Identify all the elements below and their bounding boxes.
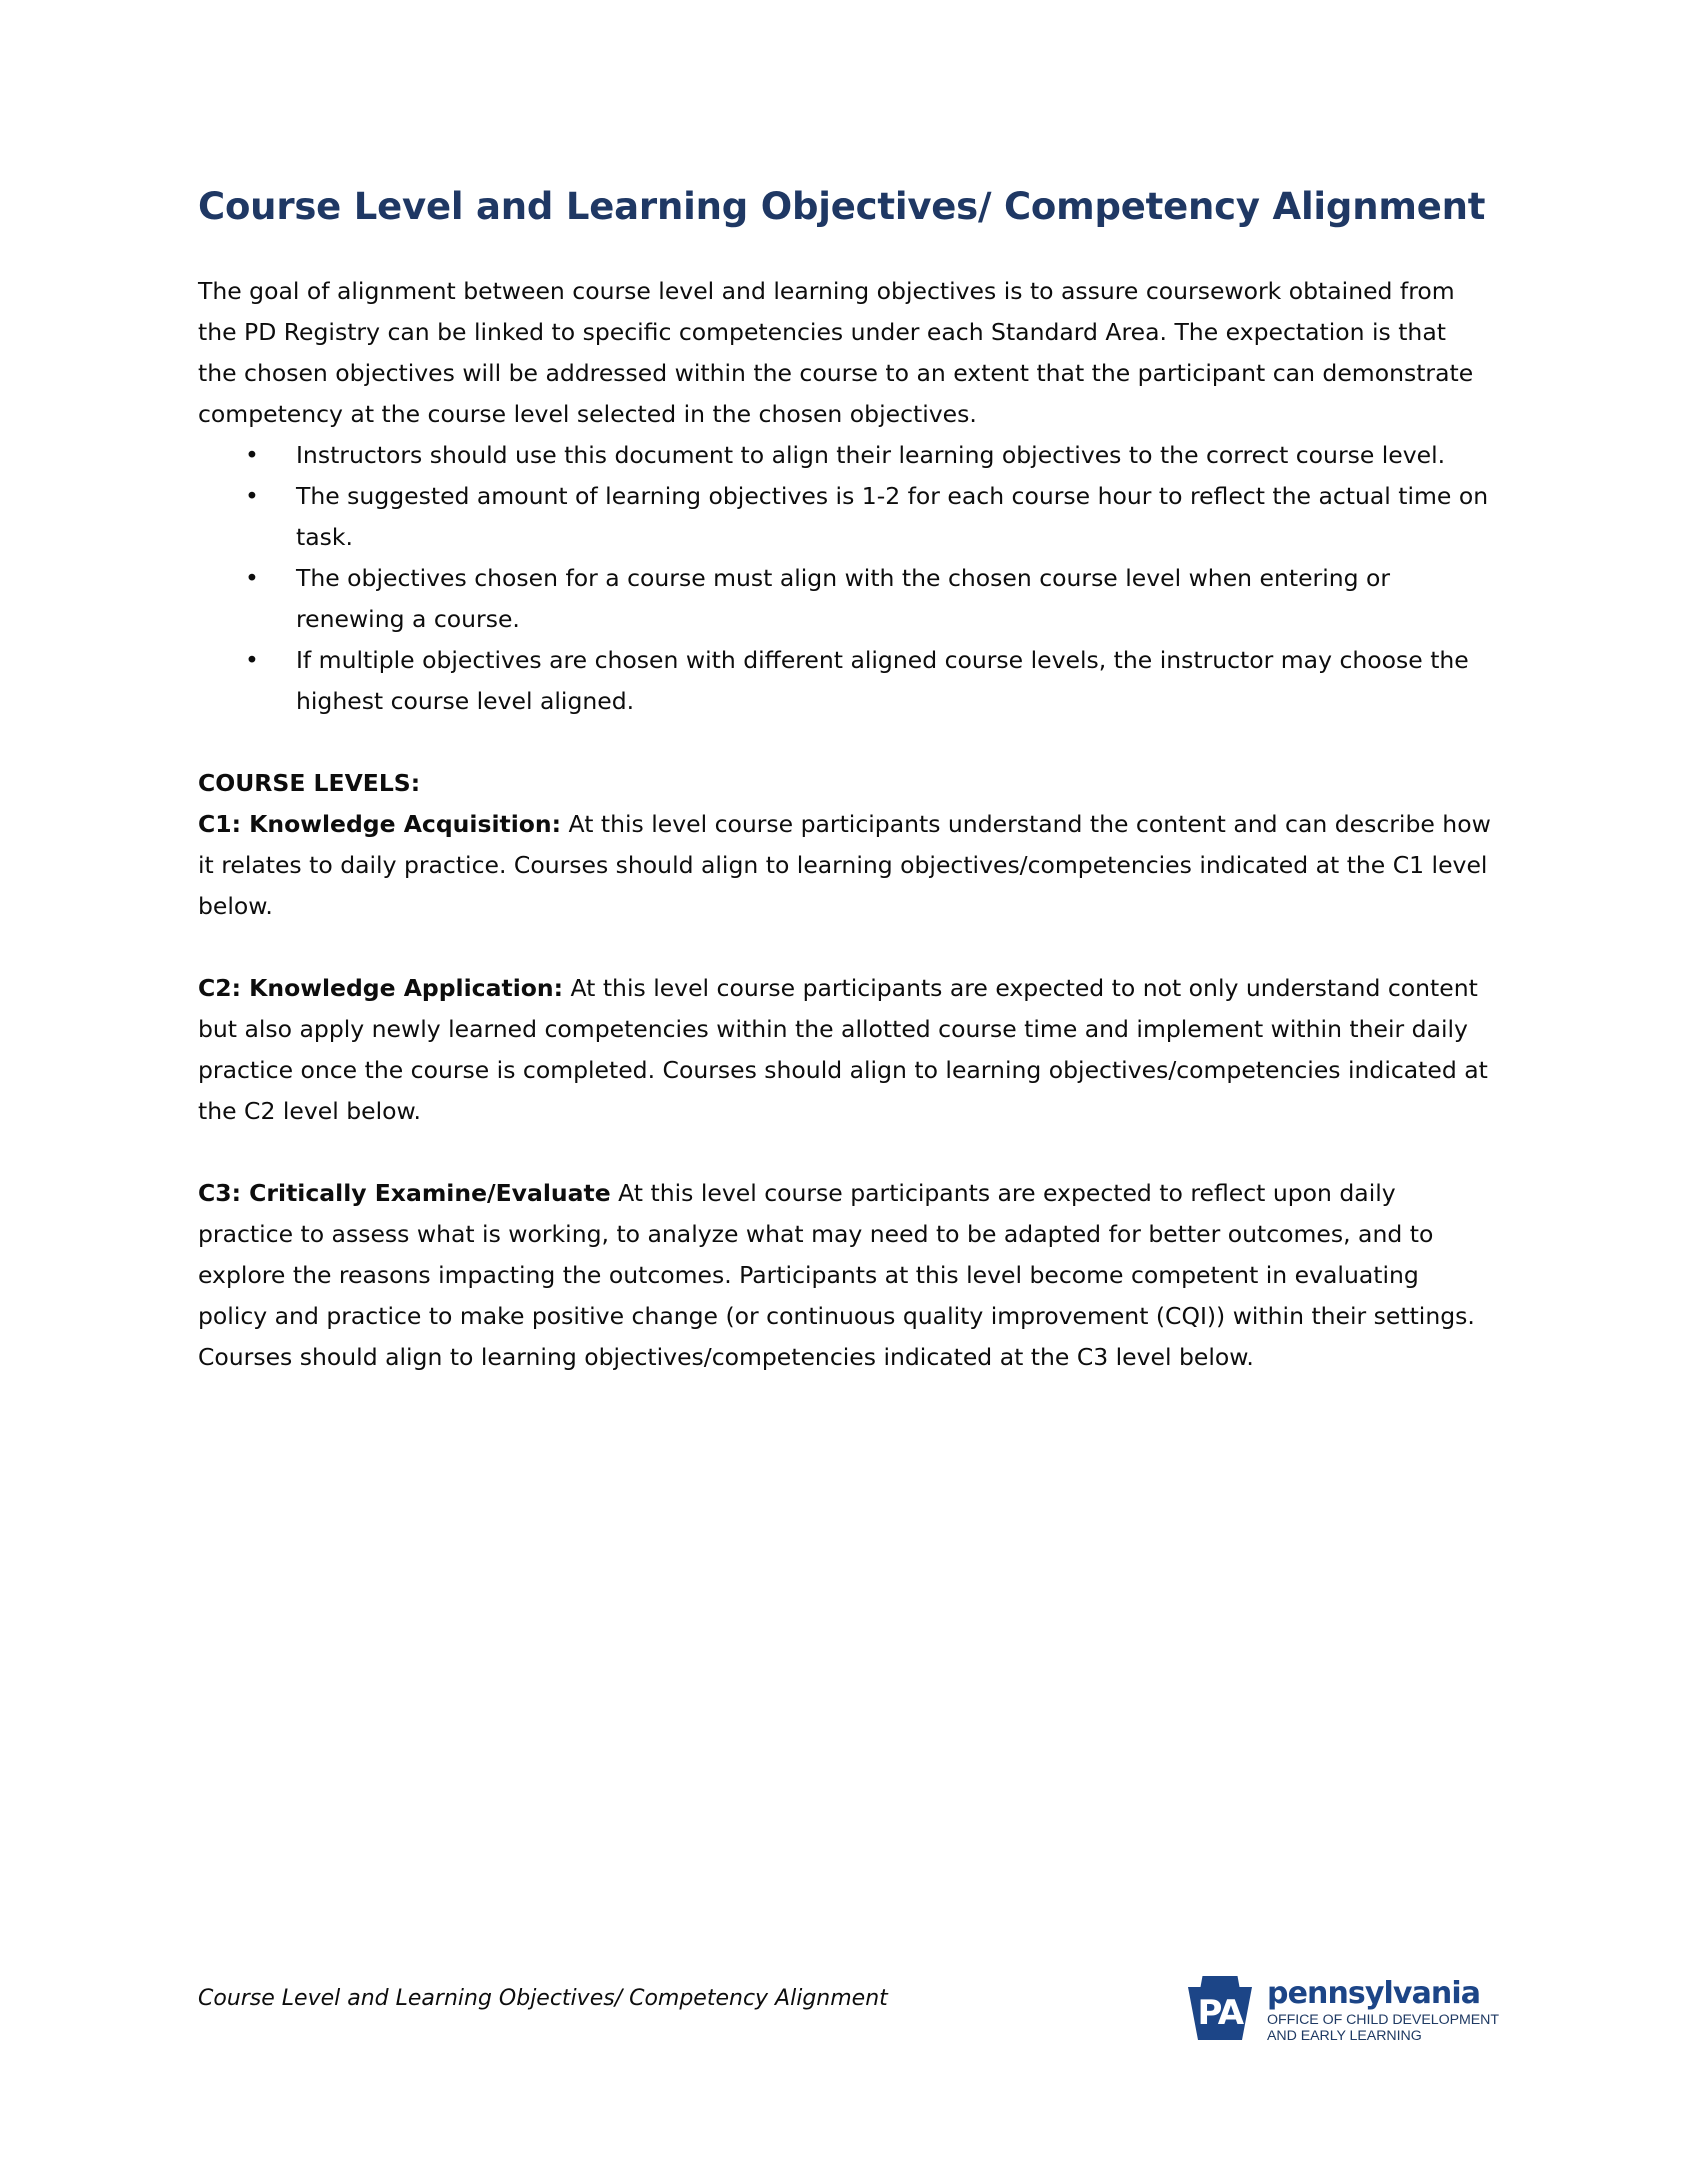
footer-title: Course Level and Learning Objectives/ Competency Alignment — [198, 1986, 888, 2011]
course-level-c3 — [198, 1173, 1491, 1378]
bullet-icon: • — [245, 440, 259, 469]
spacer — [198, 927, 1491, 968]
svg-text:PA: PA — [1197, 1993, 1243, 2033]
spacer — [198, 722, 1491, 763]
list-item-text: The objectives chosen for a course must align with the chosen course level when entering or renewing a course. — [296, 563, 1391, 633]
spacer — [198, 1132, 1491, 1173]
list-item — [198, 476, 1491, 558]
bullet-icon: • — [245, 645, 259, 674]
course-level-c2-lead: C2: Knowledge Application: — [198, 973, 564, 1002]
list-item — [198, 435, 1491, 476]
course-levels-heading: COURSE LEVELS: — [198, 768, 421, 797]
page-title: Course Level and Learning Objectives/ Competency Alignment — [198, 185, 1486, 228]
list-item-text: The suggested amount of learning objectives is 1-2 for each course hour to reflect the actual time on task. — [296, 481, 1489, 551]
course-level-c2-body: At this level course participants are expected to not only understand content but also apply newly learned competencies within the allotted course time and implement within their daily practice once the course is completed. Courses should align to learning objectives/competencies indicated at the C2 level below. — [198, 973, 1488, 1125]
pennsylvania-ocdel-logo — [1182, 1974, 1499, 2048]
pa-keystone-icon — [1182, 1974, 1258, 2048]
page-footer — [0, 1976, 1700, 2106]
course-level-c1 — [198, 804, 1491, 927]
logo-wordmark-group — [1267, 1974, 1499, 2044]
course-level-c3-body: At this level course participants are expected to reflect upon daily practice to assess what is working, to analyze what may need to be adapted for better outcomes, and to explore the reasons impacting the outcomes. Participants at this level become competent in evaluating policy and practice to make positive change (or continuous quality improvement (CQI)) within their settings. Courses should align to learning objectives/competencies indicated at the C3 level below. — [198, 1178, 1475, 1371]
intro-paragraph: The goal of alignment between course level and learning objectives is to assure coursework obtained from the PD Registry can be linked to specific competencies under each Standard Area. The expectation is that the chosen objectives will be addressed within the course to an extent that the participant can demonstrate competency at the course level selected in the chosen objectives. — [198, 276, 1474, 428]
bullet-icon: • — [245, 481, 259, 510]
guidance-bullet-list — [198, 435, 1491, 722]
course-level-c2 — [198, 968, 1491, 1132]
logo-subtitle-line-1: OFFICE OF CHILD DEVELOPMENT — [1267, 2012, 1499, 2028]
document-body — [198, 186, 1491, 1378]
list-item-text: If multiple objectives are chosen with different aligned course levels, the instructor may choose the highest course level aligned. — [296, 645, 1469, 715]
list-item — [198, 640, 1491, 722]
list-item — [198, 558, 1491, 640]
course-level-c1-body: At this level course participants understand the content and can describe how it relates to daily practice. Courses should align to learning objectives/competencies indicated at the C1 level below. — [198, 809, 1491, 920]
list-item-text: Instructors should use this document to align their learning objectives to the correct course level. — [296, 440, 1446, 469]
bullet-icon: • — [245, 563, 259, 592]
course-level-c3-lead: C3: Critically Examine/Evaluate — [198, 1178, 611, 1207]
course-level-c1-lead: C1: Knowledge Acquisition: — [198, 809, 562, 838]
logo-wordmark: pennsylvania — [1267, 1976, 1481, 2011]
logo-subtitle-line-2: AND EARLY LEARNING — [1267, 2028, 1422, 2044]
